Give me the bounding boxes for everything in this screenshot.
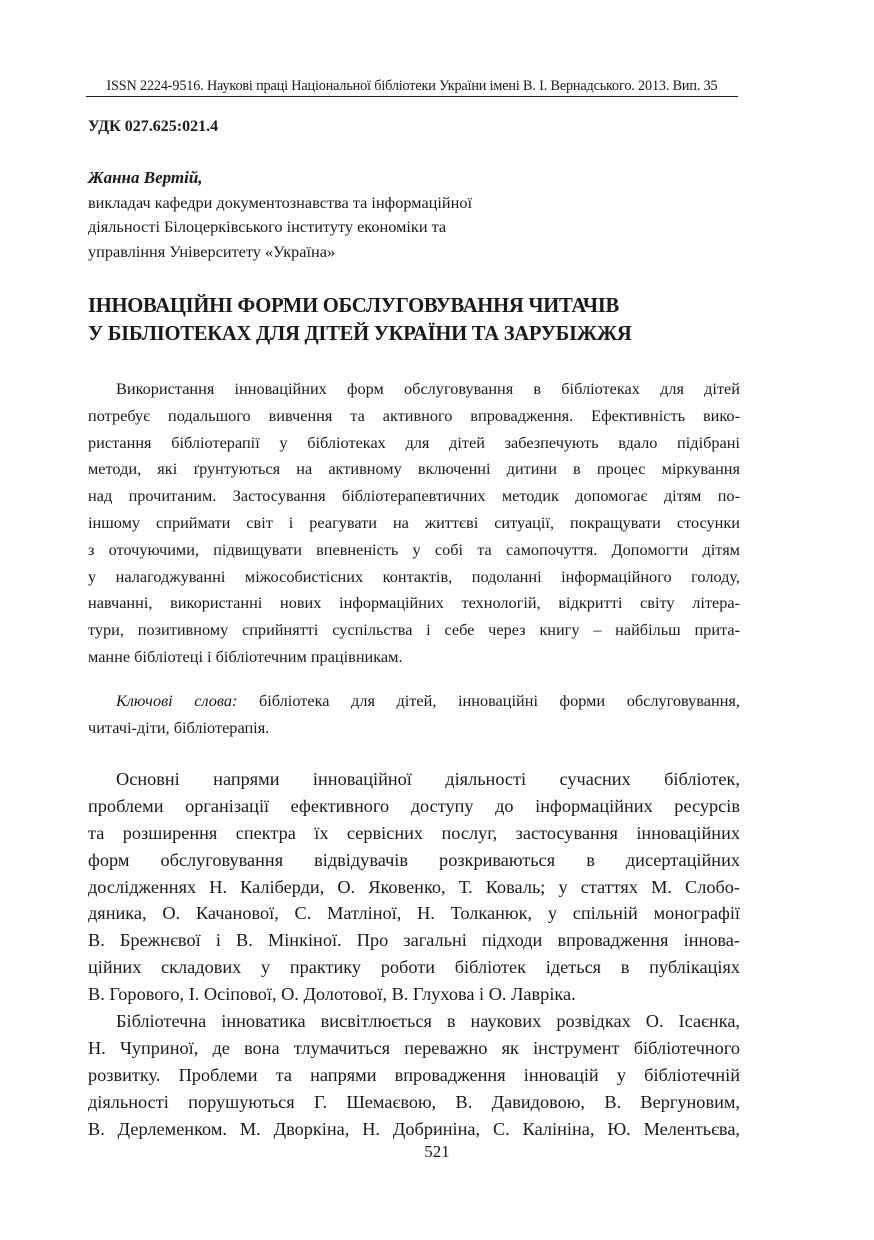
- body-line: В. Дерлеменком. М. Дворкіна, Н. Добриніна, С. Калініна, Ю. Мелентьєва,: [88, 1118, 740, 1139]
- title-line: У БІБЛІОТЕКАХ ДЛЯ ДІТЕЙ УКРАЇНИ ТА ЗАРУБІЖЖЯ: [88, 321, 632, 345]
- body-paragraph: [88, 1008, 740, 1142]
- body-line: форм обслуговування відвідувачів розкриваються в дисертаційних: [88, 849, 740, 870]
- body-line: Основні напрями інноваційної діяльності сучасних бібліотек,: [116, 769, 740, 789]
- keywords-line: читачі-діти, бібліотерапія.: [88, 717, 270, 737]
- body-line: дослідженнях Н. Каліберди, О. Яковенко, Т. Коваль; у статтях М. Слобо-: [88, 876, 740, 897]
- author-affiliation-line: управління Університету «Україна»: [88, 241, 336, 261]
- body-line: В. Брежнєвої і В. Мінкіної. Про загальні підходи впровадження іннова-: [88, 930, 740, 951]
- body-line: Бібліотечна інноватика висвітлюється в наукових розвідках О. Ісаєнка,: [116, 1011, 740, 1032]
- author-affiliation-line: діяльності Білоцерківського інституту економіки та: [88, 217, 447, 236]
- body-line: проблеми організації ефективного доступу до інформаційних ресурсів: [88, 795, 740, 816]
- abstract-line: над прочитаним. Застосування бібліотерапевтичних методик допомогає дітям по-: [88, 486, 740, 506]
- body-line: діяльності порушуються Г. Шемаєвою, В. Давидовою, В. Вергуновим,: [88, 1091, 740, 1112]
- udc-code: УДК 027.625:021.4: [88, 118, 219, 135]
- keywords: [88, 688, 740, 742]
- body-line: ційних складових у практику роботи бібліотек ідеться в публікаціях: [88, 957, 740, 978]
- abstract-line: у налагоджуванні міжособистісних контактів, подоланні інформаційного голоду,: [88, 566, 740, 586]
- abstract-line: манне бібліотеці і бібліотечним працівникам.: [88, 646, 403, 666]
- author-affiliation-line: викладач кафедри документознавства та інформаційної: [88, 192, 472, 212]
- abstract-line: навчанні, використанні нових інформаційних технологій, відкритті світу літера-: [88, 593, 740, 613]
- body-line: розвитку. Проблеми та напрями впровадження інновацій у бібліотечній: [88, 1064, 740, 1085]
- article-body: [88, 766, 740, 1142]
- abstract-line: Використання інноваційних форм обслуговування в бібліотеках для дітей: [116, 379, 740, 398]
- running-header: ISSN 2224-9516. Наукові праці Національної бібліотеки України імені В. І. Вернадського. 2013. Вип. 35: [86, 77, 738, 97]
- keywords-line: [88, 688, 740, 715]
- abstract-line: тури, позитивному сприйнятті суспільства і себе через книгу – найбільш прита-: [88, 620, 740, 640]
- body-line: В. Горового, І. Осіпової, О. Долотової, В. Глухова і О. Лавріка.: [88, 984, 576, 1005]
- body-line: Н. Чуприної, де вона тлумачиться переважно як інструмент бібліотечного: [88, 1037, 740, 1058]
- author-name: Жанна Вертій,: [88, 168, 203, 187]
- page-number: 521: [424, 1142, 450, 1161]
- abstract-line: іншому сприймати світ і реагувати на життєві ситуації, покращувати стосунки: [88, 512, 740, 532]
- author-block: [88, 166, 648, 264]
- abstract-line: потребує подальшого вивчення та активного впровадження. Ефективність вико-: [88, 405, 740, 425]
- abstract-line: з оточуючими, підвищувати впевненість у собі та самопочуття. Допомогти дітям: [88, 539, 740, 559]
- abstract: [88, 376, 740, 671]
- abstract-line: ристання бібліотерапії у бібліотеках для дітей забезпечують вдало підібрані: [88, 432, 740, 452]
- abstract-line: методи, які ґрунтуються на активному включенні дитини в процес міркування: [88, 459, 740, 479]
- keywords-label: Ключові слова:: [116, 691, 238, 710]
- title-line: ІННОВАЦІЙНІ ФОРМИ ОБСЛУГОВУВАННЯ ЧИТАЧІВ: [88, 293, 619, 317]
- body-line: та розширення спектра їх сервісних послуг, застосування інноваційних: [88, 822, 740, 843]
- keywords-list: бібліотека для дітей, інноваційні форми обслуговування,: [237, 691, 740, 710]
- body-line: дяника, О. Качанової, С. Матліної, Н. Толканюк, у спільній монографії: [88, 903, 740, 924]
- article-title: [88, 291, 722, 347]
- body-paragraph: [88, 766, 740, 1008]
